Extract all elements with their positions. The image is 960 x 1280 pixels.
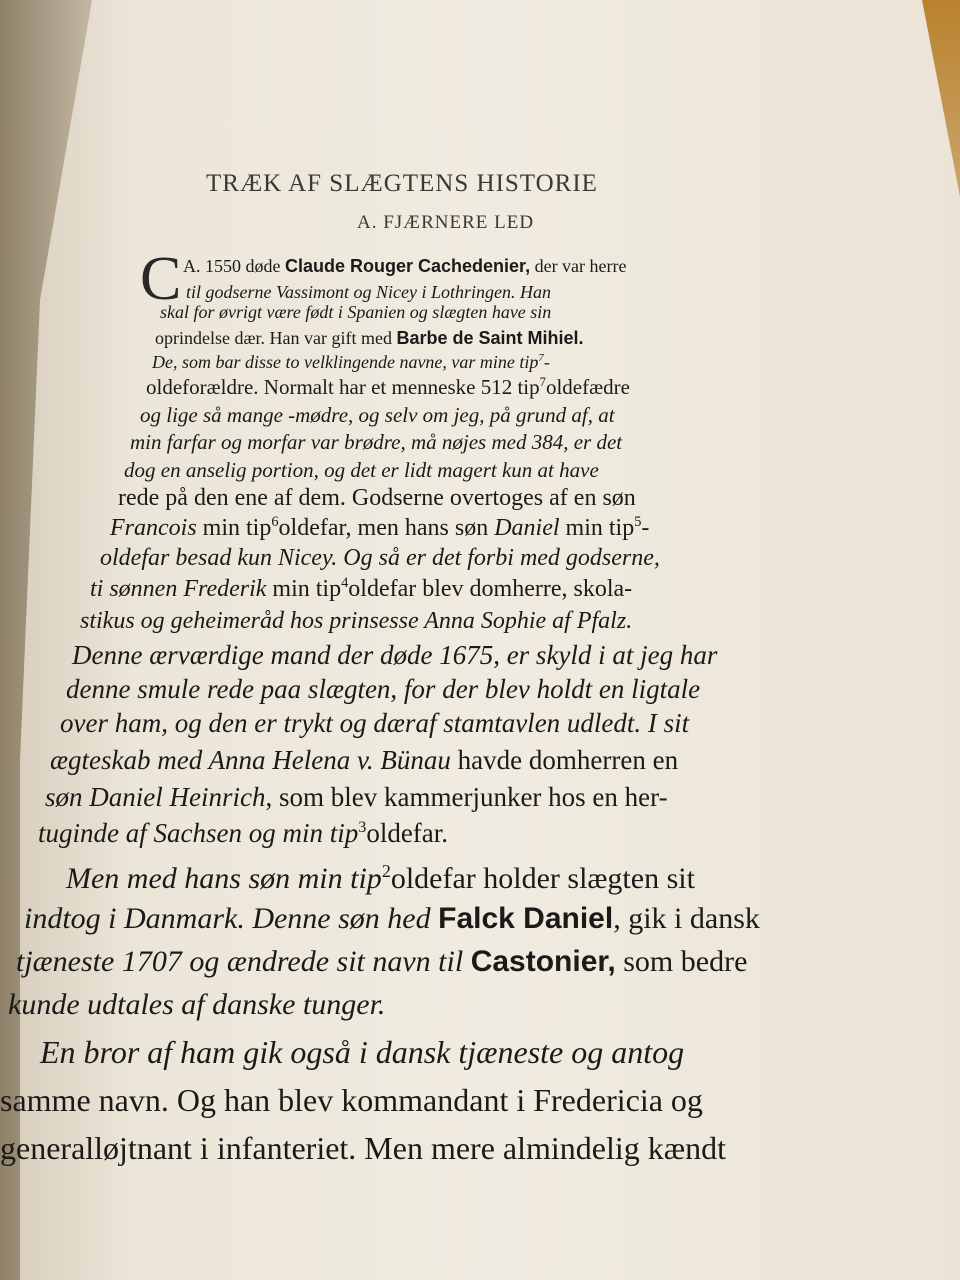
text-line-8: min farfar og morfar var brødre, må nøjes med 384, er det (130, 430, 623, 454)
text-line-11: Francois min tip$^6$oldefar, men hans søn Daniel min tip$^5$- (110, 514, 650, 541)
text-line-26: samme navn. Og han blev kommandant i Fredericia og (0, 1082, 703, 1118)
text-line-27: generalløjtnant i infanteriet. Men mere almindelig kændt (0, 1130, 726, 1166)
text-line-23: tjæneste 1707 og ændrede sit navn til Castonier, som bedre (16, 945, 748, 978)
text-line-18: ægteskab med Anna Helena v. Bünau havde domherren en (50, 745, 679, 775)
text-line-2: til godserne Vassimont og Nicey i Lothringen. Han (186, 282, 551, 302)
text-line-25: En bror af ham gik også i dansk tjæneste og antog (40, 1034, 685, 1070)
text-line-22: indtog i Danmark. Denne søn hed Falck Daniel, gik i dansk (24, 902, 760, 935)
text-line-12: oldefar besad kun Nicey. Og så er det forbi med godserne, (100, 545, 660, 571)
text-line-17: over ham, og den er trykt og dæraf stamtavlen udledt. I sit (60, 708, 690, 738)
text-line-19: søn Daniel Heinrich, som blev kammerjunker hos en her- (45, 782, 668, 812)
text-line-16: denne smule rede paa slægten, for der blev holdt en ligtale (66, 674, 701, 704)
page-subtitle: A. FJÆRNERE LED (357, 212, 535, 233)
drop-cap: C (140, 245, 182, 313)
text-line-1: A. 1550 døde Claude Rouger Cachedenier, der var herre (183, 256, 627, 276)
text-line-6: oldeforældre. Normalt har et menneske 512 tip$^7$oldefædre (146, 375, 630, 399)
text-line-3: skal for øvrigt være født i Spanien og slægten have sin (160, 302, 552, 322)
page-title: TRÆK AF SLÆGTENS HISTORIE (206, 170, 598, 197)
text-line-5: De, som bar disse to velklingende navne, var mine tip$^7$- (152, 352, 550, 372)
text-line-21: Men med hans søn min tip$^2$oldefar holder slægten sit (66, 861, 695, 895)
text-line-7: og lige så mange -mødre, og selv om jeg, på grund af, at (140, 403, 615, 427)
text-line-24: kunde udtales af danske tunger. (8, 988, 386, 1021)
text-line-9: dog en anselig portion, og det er lidt magert kun at have (124, 458, 599, 482)
text-line-13: ti sønnen Frederik min tip$^4$oldefar blev domherre, skola- (90, 575, 633, 602)
text-line-20: tuginde af Sachsen og min tip$^3$oldefar. (38, 818, 449, 848)
text-line-15: Denne ærværdige mand der døde 1675, er skyld i at jeg har (72, 640, 718, 670)
text-line-14: stikus og geheimeråd hos prinsesse Anna Sophie af Pfalz. (80, 608, 633, 634)
text-line-10: rede på den ene af dem. Godserne overtoges af en søn (118, 485, 636, 511)
text-line-4: oprindelse dær. Han var gift med Barbe de Saint Mihiel. (155, 328, 584, 348)
